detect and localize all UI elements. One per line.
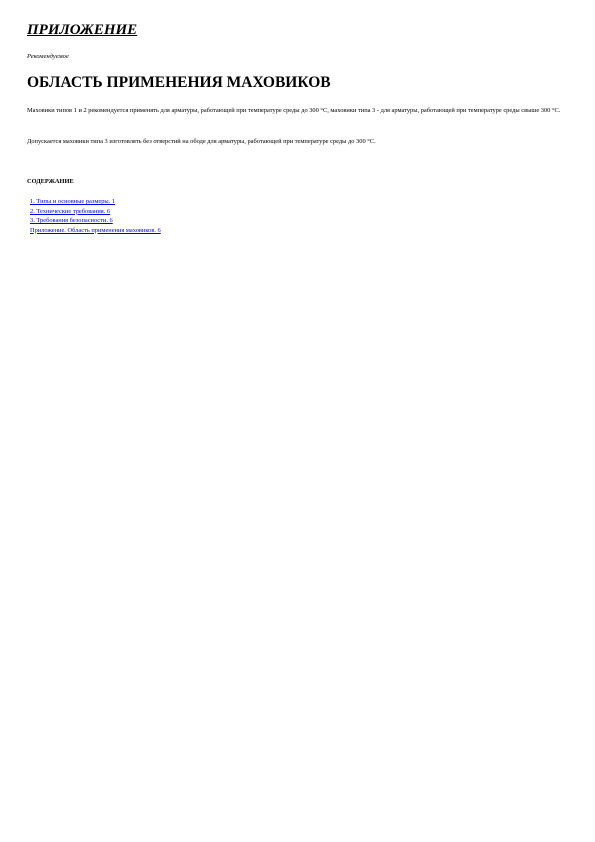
toc-item <box>30 216 161 226</box>
table-of-contents <box>30 197 161 235</box>
toc-item <box>30 226 161 236</box>
toc-link-types-and-dimensions[interactable]: 1. Типы и основные размеры. 1 <box>30 198 116 205</box>
toc-link-safety-requirements[interactable]: 3. Требования безопасности. 6 <box>30 217 113 225</box>
paragraph: Маховики типов 1 и 2 рекомендуется применять для арматуры, работающей при температуре среды до 300 °С, маховики типа 3 - для арматуры, работающей при температуре среды свыше 300 °С. <box>27 107 561 114</box>
appendix-title: ПРИЛОЖЕНИЕ <box>27 22 138 38</box>
paragraph: Допускается маховики типа 3 изготовлять без отверстий на ободе для арматуры, работающей при температуре среды до 300 °С. <box>27 138 376 145</box>
toc-heading: СОДЕРЖАНИЕ <box>27 178 74 185</box>
toc-item <box>30 197 161 207</box>
appendix-note: Рекомендуемое <box>27 53 69 60</box>
toc-item <box>30 207 161 217</box>
section-title: ОБЛАСТЬ ПРИМЕНЕНИЯ МАХОВИКОВ <box>27 74 331 91</box>
toc-link-technical-requirements[interactable]: 2. Технические требования. 6 <box>30 207 111 215</box>
toc-link-appendix[interactable]: Приложение. Область применения маховиков. 6 <box>30 226 161 234</box>
